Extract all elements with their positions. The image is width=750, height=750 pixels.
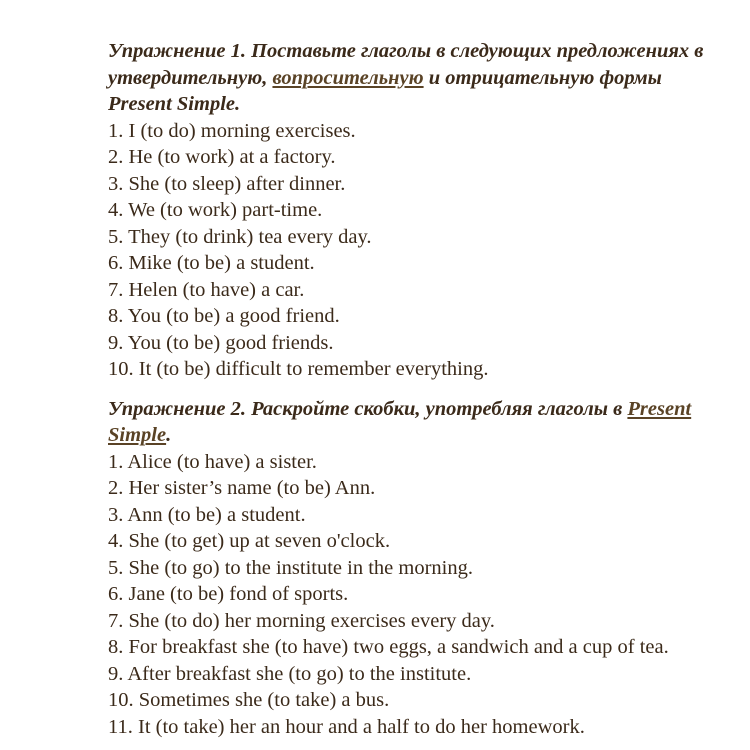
exercise-2-heading — [108, 396, 708, 449]
list-item: 10. It (to be) difficult to remember everything. — [108, 358, 489, 380]
list-item: 7. She (to do) her morning exercises every day. — [108, 609, 495, 632]
exercise-2-section — [108, 396, 708, 741]
exercise-1-heading-link[interactable]: вопросительную — [272, 66, 424, 89]
exercise-2-heading-text-end: . — [166, 424, 172, 446]
exercise-1-sentence-list — [108, 118, 708, 383]
list-item: 6. Mike (to be) a student. — [108, 252, 315, 274]
list-item: 4. She (to get) up at seven o'clock. — [108, 530, 391, 552]
list-item: 10. Sometimes she (to take) a bus. — [108, 689, 390, 711]
exercise-2-sentence-list — [108, 449, 708, 741]
exercise-2-heading-link[interactable]: Present Simple — [108, 397, 692, 446]
list-item: 5. They (to drink) tea every day. — [108, 225, 372, 248]
exercise-1-heading — [108, 38, 708, 118]
list-item: 8. You (to be) a good friend. — [108, 305, 340, 327]
list-item: 8. For breakfast she (to have) two eggs, a sandwich and a cup of tea. — [108, 636, 669, 658]
list-item: 11. It (to take) her an hour and a half to do her homework. — [108, 715, 585, 738]
list-item: 7. Helen (to have) a car. — [108, 278, 305, 301]
exercise-1-heading-text-end: и отрицательную формы Present Simple. — [108, 66, 662, 115]
list-item: 2. Her sister’s name (to be) Ann. — [108, 477, 376, 499]
exercise-1-heading-text-start: Упражнение 1. Поставьте глаголы в следующих предложениях в утвердительную, — [108, 40, 704, 89]
list-item: 3. She (to sleep) after dinner. — [108, 172, 346, 195]
list-item: 2. He (to work) at a factory. — [108, 146, 336, 168]
list-item: 1. I (to do) morning exercises. — [108, 119, 356, 142]
list-item: 6. Jane (to be) fond of sports. — [108, 583, 349, 605]
list-item: 9. After breakfast she (to go) to the institute. — [108, 662, 472, 685]
document-page — [108, 38, 708, 740]
list-item: 5. She (to go) to the institute in the morning. — [108, 556, 473, 579]
exercise-2-heading-text-start: Упражнение 2. Раскройте скобки, употребляя глаголы в — [108, 397, 628, 420]
list-item: 9. You (to be) good friends. — [108, 331, 334, 354]
list-item: 3. Ann (to be) a student. — [108, 503, 306, 526]
list-item: 4. We (to work) part-time. — [108, 199, 323, 221]
list-item: 1. Alice (to have) a sister. — [108, 450, 317, 473]
